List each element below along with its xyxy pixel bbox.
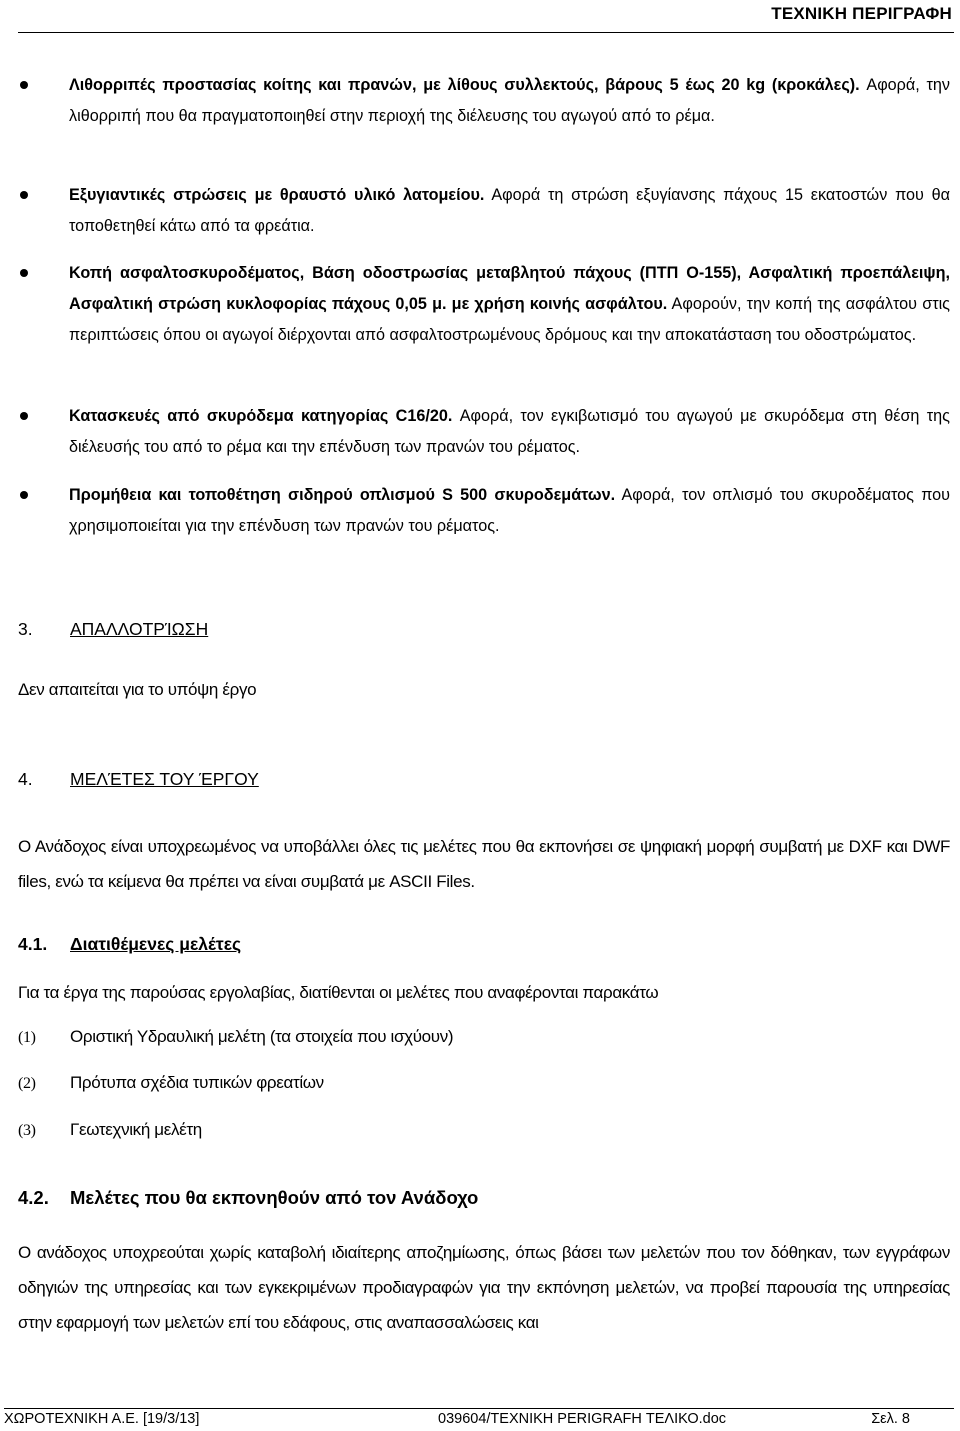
bullet-bold-text: Λιθορριπές προστασίας κοίτης και πρανών, με λίθους συλλεκτούς, βάρους 5 έως 20 kg (κροκάλες).: [69, 76, 860, 94]
section-number: 4.1.: [18, 934, 48, 954]
page-header-title: ΤΕΧΝΙΚΗ ΠΕΡΙΓΡΑΦΗ: [771, 4, 952, 23]
section-4-heading: [18, 769, 259, 790]
section-number: 4.2.: [18, 1187, 49, 1208]
list-item: [18, 1027, 453, 1047]
footer-divider: [4, 1408, 954, 1409]
section-4-1-intro: Για τα έργα της παρούσας εργολαβίας, διατίθενται οι μελέτες που αναφέρονται παρακάτω: [18, 983, 659, 1002]
list-label: Οριστική Υδραυλική μελέτη (τα στοιχεία που ισχύουν): [70, 1027, 454, 1046]
bullet-text: Αφορά, τον εγκιβωτισμό του αγωγού με σκυρόδεμα στη θέση της διέλευσής του από το ρέμα και την επένδυση των πρανών του ρέματος.: [69, 407, 950, 456]
section-number: 4.: [18, 769, 33, 789]
section-4-2-heading: [18, 1187, 478, 1209]
section-title: ΑΠΑΛΛΟΤΡΊΩΣΗ: [70, 619, 209, 639]
footer-page-number: Σελ. 8: [871, 1411, 910, 1427]
bullet-item: [18, 480, 950, 542]
bullet-item: [18, 258, 950, 351]
bullet-text: Αφορά, την λιθορριπή που θα πραγματοποιηθεί στην περιοχή της διέλευσης του αγωγού από το ρέμα.: [69, 76, 950, 125]
section-4-2-body: Ο ανάδοχος υποχρεούται χωρίς καταβολή ιδιαίτερης αποζημίωσης, όπως βάσει των μελετών που τον δόθηκαν, των εγγράφων οδηγιών της υπηρεσίας και των εγκεκριμένων προδιαγραφών για την εκπόνηση μελετών, να προβεί παρουσία της υπηρεσίας στην εφαρμογή των μελετών επί του εδάφους, στις αναπασσαλώσεις και: [18, 1243, 950, 1332]
bullet-item: [18, 180, 950, 242]
list-item: [18, 1120, 202, 1140]
section-number: 3.: [18, 619, 33, 639]
section-4-1-heading: [18, 934, 241, 955]
footer-left: ΧΩΡΟΤΕΧΝΙΚΗ Α.Ε. [19/3/13]: [4, 1411, 200, 1427]
list-number: (2): [18, 1075, 36, 1092]
bullet-item: [18, 70, 950, 132]
list-label: Πρότυπα σχέδια τυπικών φρεατίων: [70, 1073, 324, 1092]
section-4-body: Ο Ανάδοχος είναι υποχρεωμένος να υποβάλλει όλες τις μελέτες που θα εκπονήσει σε ψηφιακή μορφή συμβατή με DXF και DWF files, ενώ τα κείμενα θα πρέπει να είναι συμβατά με ASCII Files.: [18, 837, 950, 891]
list-item: [18, 1073, 324, 1093]
list-number: (3): [18, 1122, 36, 1139]
bullet-bold-text: Προμήθεια και τοποθέτηση σιδηρού οπλισμού S 500 σκυροδεμάτων.: [69, 486, 616, 504]
bullet-text: Αφορά τη στρώση εξυγίανσης πάχους 15 εκατοστών που θα τοποθετηθεί κάτω από τα φρεάτια.: [69, 186, 951, 235]
bullet-bold-text: Κατασκευές από σκυρόδεμα κατηγορίας C16/20.: [69, 407, 453, 425]
section-title: ΜΕΛΈΤΕΣ ΤΟΥ ΈΡΓΟΥ: [70, 769, 259, 789]
bullet-bold-text: Κοπή ασφαλτοσκυροδέματος, Βάση οδοστρωσίας μεταβλητού πάχους (ΠΤΠ Ο-155), Ασφαλτική προεπάλειψη, Ασφαλτική στρώση κυκλοφορίας πάχους 0,05 μ. με χρήση κοινής ασφάλτου.: [69, 264, 950, 313]
section-title: Μελέτες που θα εκπονηθούν από τον Ανάδοχο: [70, 1187, 479, 1208]
footer-center: 039604/ΤΕΧΝΙΚΗ PERIGRAFH ΤΕΛΙΚΟ.doc: [438, 1411, 727, 1427]
section-title: Διατιθέμενες μελέτες: [70, 934, 242, 954]
header-divider: [18, 32, 954, 33]
bullet-item: [18, 401, 950, 463]
bullet-bold-text: Εξυγιαντικές στρώσεις με θραυστό υλικό λατομείου.: [69, 186, 485, 204]
section-3-heading: [18, 619, 208, 640]
bullet-text: Αφορά, τον οπλισμό του σκυροδέματος που χρησιμοποιείται για την επένδυση των πρανών του ρέματος.: [69, 486, 950, 535]
bullet-text: Αφορούν, την κοπή της ασφάλτου στις περιπτώσεις όπου οι αγωγοί διέρχονται από ασφαλτοστρωμένους δρόμους και την αποκατάσταση του οδοστρώματος.: [69, 295, 950, 344]
list-number: (1): [18, 1029, 36, 1046]
section-3-body: Δεν απαιτείται για το υπόψη έργο: [18, 680, 257, 699]
list-label: Γεωτεχνική μελέτη: [70, 1120, 202, 1139]
